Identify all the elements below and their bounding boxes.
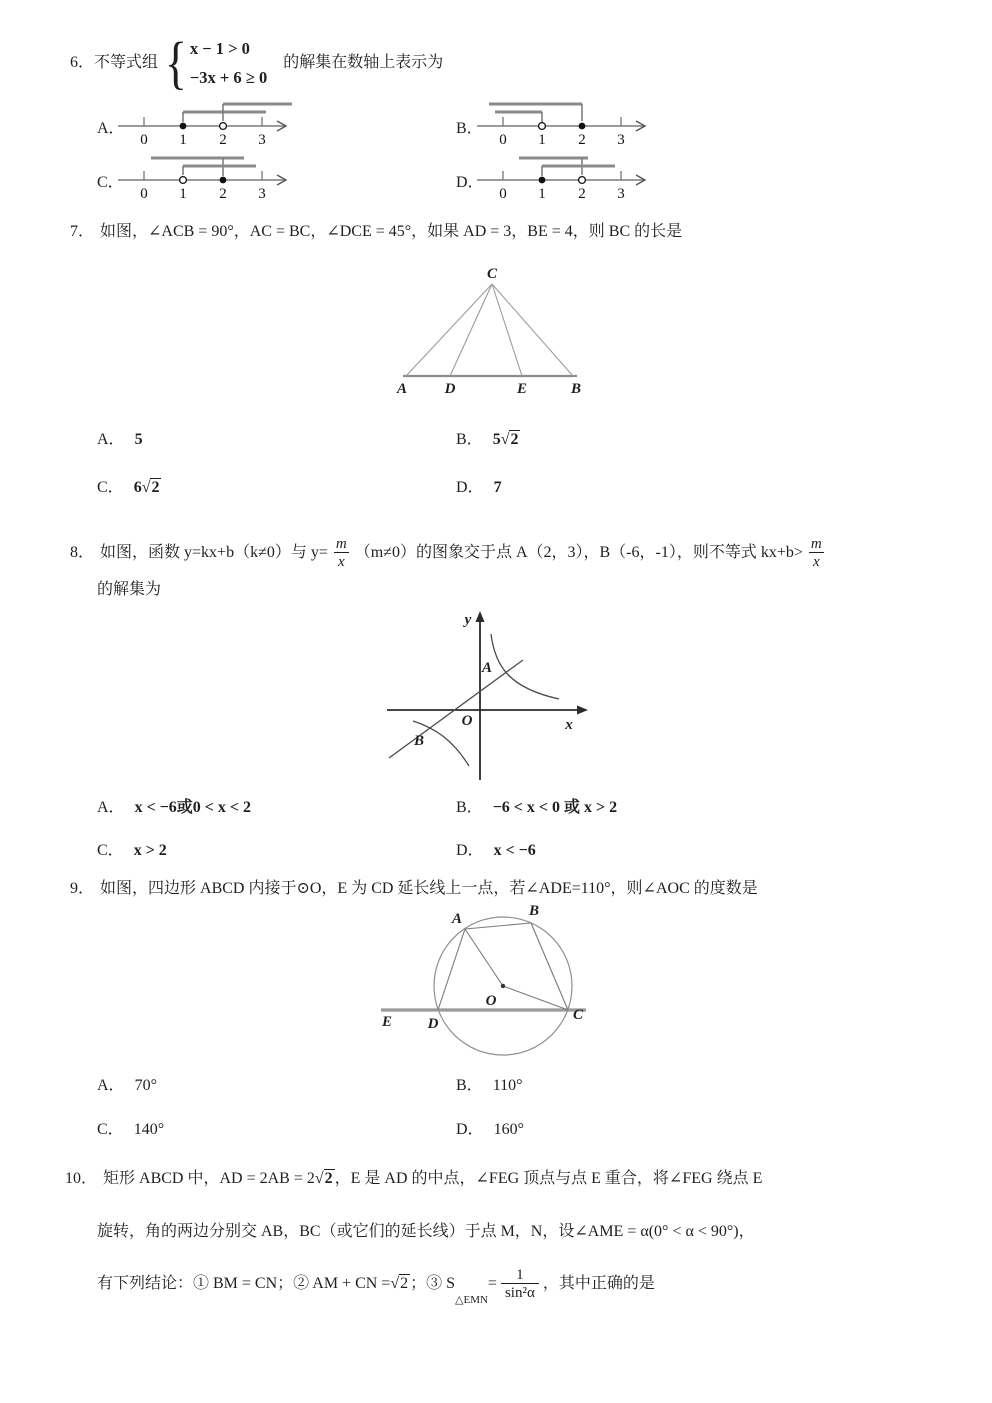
- option-value: 6√2: [133, 479, 160, 496]
- fraction-numerator: m: [335, 535, 347, 552]
- q7-option-d: [456, 478, 502, 499]
- option-value: 5: [134, 431, 143, 448]
- q7-option-a: [97, 430, 143, 451]
- q8-option-c: [97, 841, 167, 862]
- q6-lead-text: 不等式组: [94, 53, 159, 71]
- q6-option-d-label: D．: [456, 174, 484, 191]
- q6-number: 6．: [70, 53, 95, 71]
- segment-CD: [450, 284, 492, 376]
- origin-label: O: [461, 713, 473, 729]
- q8-option-b: [456, 798, 617, 819]
- q8-graph-figure: [383, 608, 598, 783]
- radical-sign: √: [141, 479, 151, 496]
- q9-option-c: [97, 1120, 164, 1141]
- q10-text-3b: ；③ S: [410, 1274, 456, 1292]
- q9-circle-figure: [373, 903, 613, 1068]
- radical-sign: √: [500, 431, 510, 448]
- q10-text-1a: 矩形 ABCD 中，AD = 2AB = 2: [103, 1169, 315, 1187]
- center-label-O: O: [485, 993, 497, 1009]
- center-dot: [501, 984, 505, 988]
- line-kx-plus-b: [389, 660, 523, 758]
- q6-option-c-label: C．: [97, 174, 124, 191]
- q8-fraction-m-over-x-2: [807, 537, 826, 570]
- q6-inequality-1: x − 1 > 0: [189, 39, 250, 59]
- option-label: A．: [97, 431, 125, 448]
- point-label-D: D: [427, 1016, 439, 1032]
- option-label: C．: [97, 479, 124, 496]
- x-axis-arrow-icon: [577, 706, 588, 715]
- segment-CB: [492, 284, 573, 376]
- option-label: C．: [97, 1121, 124, 1138]
- option-label: A．: [97, 1077, 125, 1094]
- question-6-stem: [70, 30, 443, 96]
- q6-numberline-a: [116, 96, 301, 148]
- fraction-denominator: x: [334, 552, 349, 570]
- q8-fraction-m-over-x: [332, 537, 351, 570]
- option-value: 140°: [133, 1121, 165, 1138]
- q6-tail-text: 的解集在数轴上表示为: [283, 53, 444, 71]
- radicand: 2: [400, 1274, 409, 1292]
- y-axis-arrow-icon: [476, 611, 485, 622]
- tick-label: 2: [219, 186, 227, 202]
- q10-number: 10．: [65, 1169, 98, 1187]
- q6-numberline-b: [475, 96, 660, 148]
- question-9-stem: [70, 879, 758, 900]
- tick-label: 2: [219, 132, 227, 148]
- option-label: D．: [456, 479, 484, 496]
- tick-label: 0: [499, 132, 507, 148]
- q10-text-3d: ，其中正确的是: [542, 1274, 655, 1292]
- q8-option-d: [456, 841, 536, 862]
- segment-CE: [492, 284, 522, 376]
- option-value: x > 2: [133, 842, 167, 859]
- radical-sign: √: [390, 1274, 400, 1292]
- closed-dot-at-2: [579, 123, 586, 130]
- tick-label: 1: [538, 132, 546, 148]
- tick-label: 0: [499, 186, 507, 202]
- q10-sqrt-2: [315, 1169, 335, 1190]
- vertex-label-B: B: [570, 381, 582, 396]
- q7-triangle-figure: [373, 266, 603, 396]
- option-value: x < −6: [493, 842, 536, 859]
- q9-text: 如图，四边形 ABCD 内接于⊙O，E 为 CD 延长线上一点，若∠ADE=110°，则∠AOC 的度数是: [100, 880, 758, 897]
- radicand: 2: [510, 431, 519, 448]
- fraction-numerator: m: [810, 535, 822, 552]
- q6-numberline-d: [475, 150, 660, 202]
- q8-number: 8．: [70, 543, 95, 561]
- q9-option-d: [456, 1120, 524, 1141]
- radicand: 2: [151, 479, 160, 496]
- tick-label: 0: [140, 186, 148, 202]
- y-axis-label: y: [464, 612, 472, 628]
- question-10-line2: 旋转，角的两边分别交 AB，BC（或它们的延长线）于点 M，N，设∠AME = α(0° < α < 90°)，: [97, 1223, 755, 1240]
- tick-label: 2: [578, 132, 586, 148]
- q6-inequality-2: −3x + 6 ≥ 0: [189, 67, 268, 87]
- open-dot-at-2: [220, 123, 227, 130]
- open-dot-at-1: [539, 123, 546, 130]
- q6-option-a-label: A．: [97, 120, 125, 137]
- q7-text: 如图，∠ACB = 90°，AC = BC，∠DCE = 45°，如果 AD = 3，BE = 4，则 BC 的长是: [100, 223, 683, 240]
- option-label: A．: [97, 799, 125, 816]
- q6-numberline-c: [116, 150, 301, 202]
- tick-label: 0: [140, 132, 148, 148]
- q6-option-b-label: B．: [456, 120, 483, 137]
- closed-dot-at-1: [180, 123, 187, 130]
- option-value: 5√2: [492, 431, 519, 448]
- option-label: B．: [456, 799, 483, 816]
- fraction-numerator: 1: [516, 1266, 524, 1283]
- option-label: D．: [456, 1121, 484, 1138]
- q6-inequality-system: [190, 38, 267, 88]
- option-label: B．: [456, 1077, 483, 1094]
- open-dot-at-2: [579, 177, 586, 184]
- q10-text-3a: 有下列结论：① BM = CN；② AM + CN =: [97, 1274, 391, 1292]
- option-value: 7: [493, 479, 502, 496]
- point-label-C: C: [572, 1007, 584, 1023]
- fraction-denominator: sin²α: [501, 1283, 539, 1301]
- option-value: −6 < x < 0 或 x > 2: [492, 799, 618, 816]
- vertex-label-C: C: [486, 266, 498, 282]
- point-label-B: B: [528, 903, 540, 919]
- option-label: B．: [456, 431, 483, 448]
- radius-OC: [503, 986, 568, 1010]
- vertex-label-E: E: [516, 381, 528, 396]
- point-label-A: A: [451, 911, 463, 927]
- chord-AB: [465, 923, 531, 929]
- question-10-line3: [97, 1258, 655, 1310]
- closed-dot-at-2: [220, 177, 227, 184]
- option-value: x < −6或0 < x < 2: [134, 799, 252, 816]
- q6-system-brace: {: [164, 29, 188, 95]
- q8-text-line2: 的解集为: [97, 581, 162, 598]
- option-value: 70°: [134, 1077, 157, 1094]
- point-label-E: E: [381, 1014, 393, 1030]
- tick-label: 1: [538, 186, 546, 202]
- chord-AD: [438, 929, 465, 1010]
- segment-CA: [406, 284, 492, 376]
- tick-label: 3: [617, 132, 625, 148]
- q10-subscript-EMN: △EMN: [455, 1293, 488, 1306]
- tick-label: 1: [179, 186, 187, 202]
- q9-number: 9．: [70, 880, 95, 897]
- vertex-label-D: D: [444, 381, 456, 396]
- option-value: 160°: [493, 1121, 524, 1138]
- tick-label: 3: [617, 186, 625, 202]
- point-label-A: A: [481, 660, 493, 676]
- point-label-B: B: [413, 733, 425, 749]
- q7-number: 7．: [70, 223, 95, 240]
- chord-BC: [531, 923, 568, 1010]
- tick-label: 2: [578, 186, 586, 202]
- q9-option-a: [97, 1076, 157, 1097]
- question-8-stem: [70, 526, 830, 580]
- x-axis-label: x: [565, 717, 573, 733]
- tick-label: 3: [258, 132, 266, 148]
- open-dot-at-1: [180, 177, 187, 184]
- hyperbola-branch-q1: [491, 634, 559, 699]
- option-label: C．: [97, 842, 124, 859]
- option-label: D．: [456, 842, 484, 859]
- q8-text-part2: （m≠0）的图象交于点 A（2，3），B（-6，-1），则不等式 kx+b>: [354, 543, 803, 561]
- radical-sign: √: [314, 1169, 324, 1187]
- closed-dot-at-1: [539, 177, 546, 184]
- q8-text-part1: 如图，函数 y=kx+b（k≠0）与 y=: [100, 543, 328, 561]
- q8-option-a: [97, 798, 251, 819]
- option-value: 110°: [492, 1077, 523, 1094]
- question-7-stem: [70, 222, 682, 243]
- q9-option-b: [456, 1076, 523, 1097]
- q7-option-b: [456, 430, 520, 451]
- radius-AO: [465, 929, 503, 986]
- question-10-line1: [65, 1160, 762, 1198]
- q10-fraction-1-over-sin2a: [501, 1268, 539, 1301]
- vertex-label-A: A: [396, 381, 408, 396]
- q7-option-c: [97, 478, 161, 499]
- tick-label: 3: [258, 186, 266, 202]
- tick-label: 1: [179, 132, 187, 148]
- q10-sqrt-2b: [390, 1274, 410, 1295]
- q10-text-1b: ，E 是 AD 的中点，∠FEG 顶点与点 E 重合，将∠FEG 绕点 E: [334, 1169, 763, 1187]
- radicand: 2: [324, 1169, 333, 1187]
- fraction-denominator: x: [809, 552, 824, 570]
- q10-text-3c: =: [487, 1274, 497, 1292]
